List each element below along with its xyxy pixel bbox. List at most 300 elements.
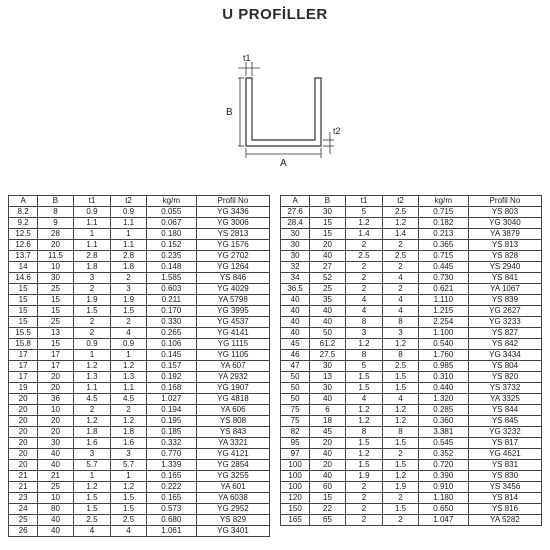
cell-profil-no: YG 1907 [196, 383, 269, 394]
table-row [281, 284, 542, 295]
column-header-kg-m: kg/m [146, 196, 196, 207]
cell-b: 25 [38, 482, 73, 493]
cell-profil-no: YG 1115 [196, 339, 269, 350]
cell-a: 15.8 [9, 339, 38, 350]
cell-profil-no: YA 2932 [196, 372, 269, 383]
cell-profil-no: YS 817 [468, 438, 541, 449]
cell-b: 40 [310, 449, 345, 460]
cell-kg-m: 0.985 [418, 361, 468, 372]
cell-b: 20 [38, 427, 73, 438]
column-header-a: A [281, 196, 310, 207]
cell-t2: 1.4 [383, 229, 418, 240]
cell-a: 40 [281, 295, 310, 306]
cell-kg-m: 0.650 [418, 504, 468, 515]
u-profile-shape [246, 78, 321, 146]
cell-profil-no: YS 845 [468, 416, 541, 427]
cell-b: 20 [38, 383, 73, 394]
cell-t2: 2.5 [383, 207, 418, 218]
cell-kg-m: 0.170 [146, 306, 196, 317]
table-row [9, 273, 270, 284]
table-row [9, 284, 270, 295]
table-row [9, 350, 270, 361]
column-header-profil-no: Profil No [468, 196, 541, 207]
cell-a: 13.7 [9, 251, 38, 262]
table-row [281, 251, 542, 262]
cell-t1: 8 [345, 350, 383, 361]
column-header-t2: t2 [111, 196, 146, 207]
cell-a: 40 [281, 317, 310, 328]
cell-t1: 1.2 [73, 416, 111, 427]
cell-b: 40 [310, 394, 345, 405]
table-row [9, 416, 270, 427]
cell-b: 40 [310, 251, 345, 262]
cell-t1: 1.1 [73, 383, 111, 394]
cell-a: 46 [281, 350, 310, 361]
cell-t2: 1.5 [383, 460, 418, 471]
cell-kg-m: 0.730 [418, 273, 468, 284]
cell-t2: 1.2 [111, 361, 146, 372]
cell-profil-no: YG 4029 [196, 284, 269, 295]
cell-t2: 4.5 [111, 394, 146, 405]
cell-a: 17 [9, 361, 38, 372]
cell-kg-m: 0.352 [418, 449, 468, 460]
cell-b: 15 [310, 229, 345, 240]
cell-t1: 1.5 [345, 460, 383, 471]
cell-kg-m: 0.603 [146, 284, 196, 295]
cell-profil-no: YS 828 [468, 251, 541, 262]
cell-t2: 2 [383, 493, 418, 504]
table-row [281, 339, 542, 350]
cell-profil-no: YG 3040 [468, 218, 541, 229]
cell-kg-m: 0.545 [418, 438, 468, 449]
table-row [9, 361, 270, 372]
cell-t2: 8 [383, 350, 418, 361]
cell-t2: 3 [383, 328, 418, 339]
cell-t1: 2 [73, 317, 111, 328]
cell-t2: 1 [111, 471, 146, 482]
table-row [281, 471, 542, 482]
table-row [281, 240, 542, 251]
table-row [281, 273, 542, 284]
cell-b: 18 [310, 416, 345, 427]
cell-profil-no: YG 1576 [196, 240, 269, 251]
cell-b: 27.5 [310, 350, 345, 361]
cell-kg-m: 1.047 [418, 515, 468, 526]
cell-profil-no: YS 844 [468, 405, 541, 416]
cell-a: 34 [281, 273, 310, 284]
cell-profil-no: YG 3434 [468, 350, 541, 361]
cell-t2: 4 [383, 295, 418, 306]
cell-b: 13 [310, 372, 345, 383]
cell-t2: 1 [111, 350, 146, 361]
cell-kg-m: 0.680 [146, 515, 196, 526]
table-row [281, 504, 542, 515]
cell-t1: 2 [345, 273, 383, 284]
cell-a: 19 [9, 383, 38, 394]
cell-t1: 4 [345, 295, 383, 306]
cell-t1: 1.3 [73, 372, 111, 383]
cell-b: 60 [310, 482, 345, 493]
cell-b: 40 [310, 471, 345, 482]
cell-kg-m: 0.211 [146, 295, 196, 306]
cell-a: 20 [9, 438, 38, 449]
cell-t2: 1.5 [383, 504, 418, 515]
column-header-t1: t1 [73, 196, 111, 207]
cell-a: 8.2 [9, 207, 38, 218]
cell-b: 52 [310, 273, 345, 284]
cell-a: 32 [281, 262, 310, 273]
cell-b: 10 [38, 493, 73, 504]
cell-profil-no: YA 1067 [468, 284, 541, 295]
cell-profil-no: YA 3321 [196, 438, 269, 449]
cell-a: 82 [281, 427, 310, 438]
cell-b: 40 [310, 317, 345, 328]
cell-kg-m: 0.195 [146, 416, 196, 427]
cell-profil-no: YA 607 [196, 361, 269, 372]
table-row [9, 526, 270, 537]
table-row [281, 493, 542, 504]
cell-t1: 1.1 [73, 218, 111, 229]
cell-b: 45 [310, 427, 345, 438]
cell-kg-m: 0.285 [418, 405, 468, 416]
cell-t2: 1.5 [111, 493, 146, 504]
cell-kg-m: 2.254 [418, 317, 468, 328]
cell-kg-m: 0.192 [146, 372, 196, 383]
cell-a: 20 [9, 449, 38, 460]
cell-t2: 1.2 [383, 339, 418, 350]
column-header-kg-m: kg/m [418, 196, 468, 207]
table-row [9, 515, 270, 526]
cell-t1: 1.5 [73, 504, 111, 515]
cell-profil-no: YS 804 [468, 361, 541, 372]
cell-t1: 3 [73, 449, 111, 460]
cell-t2: 2 [111, 317, 146, 328]
cell-profil-no: YS 829 [196, 515, 269, 526]
table-row [9, 438, 270, 449]
table-row [9, 306, 270, 317]
page-title: U PROFİLLER [222, 6, 328, 23]
cell-t1: 3 [73, 273, 111, 284]
cell-kg-m: 1.180 [418, 493, 468, 504]
cell-a: 50 [281, 383, 310, 394]
table-header-row [281, 196, 542, 207]
cell-t1: 1.2 [345, 449, 383, 460]
table-row [9, 328, 270, 339]
cell-kg-m: 0.157 [146, 361, 196, 372]
table-row [281, 460, 542, 471]
cell-t1: 4.5 [73, 394, 111, 405]
cell-a: 15 [9, 295, 38, 306]
cell-a: 15 [9, 317, 38, 328]
cell-profil-no: YG 4818 [196, 394, 269, 405]
cell-t1: 1.2 [345, 339, 383, 350]
cell-b: 25 [38, 284, 73, 295]
profile-table-left [8, 195, 270, 537]
cell-a: 14 [9, 262, 38, 273]
cell-profil-no: YS 830 [468, 471, 541, 482]
cell-kg-m: 0.540 [418, 339, 468, 350]
cell-profil-no: YS 831 [468, 460, 541, 471]
cell-t2: 2 [383, 284, 418, 295]
column-header-a: A [9, 196, 38, 207]
cell-a: 26 [9, 526, 38, 537]
cell-t2: 3 [111, 449, 146, 460]
table-row [281, 438, 542, 449]
cell-profil-no: YA 5798 [196, 295, 269, 306]
cell-t1: 1.2 [345, 218, 383, 229]
cell-kg-m: 0.222 [146, 482, 196, 493]
cell-t2: 2 [383, 449, 418, 460]
cell-t2: 4 [383, 306, 418, 317]
column-header-t2: t2 [383, 196, 418, 207]
cell-kg-m: 0.715 [418, 207, 468, 218]
cell-b: 61.2 [310, 339, 345, 350]
table-row [9, 405, 270, 416]
cell-b: 35 [310, 295, 345, 306]
cell-t2: 0.9 [111, 207, 146, 218]
cell-t2: 2 [111, 405, 146, 416]
table-row [9, 317, 270, 328]
cell-a: 47 [281, 361, 310, 372]
cell-t1: 2 [345, 284, 383, 295]
cell-a: 95 [281, 438, 310, 449]
cell-t2: 1.2 [383, 218, 418, 229]
table-row [281, 383, 542, 394]
cell-b: 25 [310, 284, 345, 295]
table-row [281, 218, 542, 229]
cell-a: 100 [281, 471, 310, 482]
cell-a: 100 [281, 482, 310, 493]
cell-profil-no: YG 1264 [196, 262, 269, 273]
cell-kg-m: 1.100 [418, 328, 468, 339]
cell-a: 50 [281, 394, 310, 405]
cell-profil-no: YS 2940 [468, 262, 541, 273]
cell-t2: 1.9 [111, 295, 146, 306]
cell-profil-no: YS 827 [468, 328, 541, 339]
cell-t2: 1.5 [383, 383, 418, 394]
cell-profil-no: YS 846 [196, 273, 269, 284]
table-row [9, 229, 270, 240]
cell-kg-m: 0.390 [418, 471, 468, 482]
table-row [281, 515, 542, 526]
table-row [281, 427, 542, 438]
cell-profil-no: YG 3401 [196, 526, 269, 537]
cell-a: 9.2 [9, 218, 38, 229]
table-row [9, 240, 270, 251]
table-row [281, 328, 542, 339]
cell-b: 30 [310, 207, 345, 218]
table-row [281, 416, 542, 427]
u-profile-diagram [210, 48, 360, 173]
cell-t1: 1.4 [345, 229, 383, 240]
cell-t2: 2.5 [383, 251, 418, 262]
cell-b: 10 [38, 405, 73, 416]
cell-kg-m: 1.061 [146, 526, 196, 537]
cell-b: 9 [38, 218, 73, 229]
table-row [9, 504, 270, 515]
cell-profil-no: YS 3732 [468, 383, 541, 394]
cell-t2: 1.8 [111, 262, 146, 273]
cell-profil-no: YG 2952 [196, 504, 269, 515]
cell-t1: 4 [73, 526, 111, 537]
cell-t1: 1 [73, 229, 111, 240]
column-header-b: B [38, 196, 73, 207]
cell-a: 20 [9, 405, 38, 416]
cell-b: 6 [310, 405, 345, 416]
cell-b: 20 [310, 240, 345, 251]
table-row [9, 482, 270, 493]
cell-t1: 2.8 [73, 251, 111, 262]
cell-kg-m: 1.215 [418, 306, 468, 317]
cell-profil-no: YA 3325 [468, 394, 541, 405]
cell-profil-no: YA 3879 [468, 229, 541, 240]
cell-a: 30 [281, 240, 310, 251]
table-row [9, 449, 270, 460]
cell-a: 17 [9, 350, 38, 361]
cell-a: 14.6 [9, 273, 38, 284]
cell-kg-m: 0.440 [418, 383, 468, 394]
t1-label: t1 [243, 53, 251, 63]
cell-profil-no: YG 2854 [196, 460, 269, 471]
cell-profil-no: YS 820 [468, 372, 541, 383]
cell-t2: 1.6 [111, 438, 146, 449]
cell-b: 17 [38, 361, 73, 372]
cell-profil-no: YG 1105 [196, 350, 269, 361]
cell-t1: 1 [73, 350, 111, 361]
cell-a: 12.5 [9, 229, 38, 240]
column-header-t1: t1 [345, 196, 383, 207]
table-row [9, 262, 270, 273]
cell-a: 23 [9, 493, 38, 504]
cell-kg-m: 0.715 [418, 251, 468, 262]
cell-profil-no: YA 601 [196, 482, 269, 493]
cell-t1: 1.2 [345, 405, 383, 416]
cell-kg-m: 1.110 [418, 295, 468, 306]
cell-a: 36.5 [281, 284, 310, 295]
cell-b: 50 [310, 328, 345, 339]
cell-b: 11.5 [38, 251, 73, 262]
cell-kg-m: 0.185 [146, 427, 196, 438]
cell-t1: 4 [345, 394, 383, 405]
cell-t1: 2 [345, 493, 383, 504]
cell-t1: 2 [345, 240, 383, 251]
cell-kg-m: 0.621 [418, 284, 468, 295]
cell-b: 17 [38, 350, 73, 361]
cell-t1: 2 [345, 515, 383, 526]
cell-a: 45 [281, 339, 310, 350]
cell-t2: 1.9 [383, 482, 418, 493]
cell-t2: 1.2 [383, 471, 418, 482]
cell-profil-no: YS 816 [468, 504, 541, 515]
cell-b: 30 [310, 383, 345, 394]
cell-t1: 1.1 [73, 240, 111, 251]
cell-a: 75 [281, 405, 310, 416]
cell-profil-no: YA 5282 [468, 515, 541, 526]
cell-profil-no: YG 3006 [196, 218, 269, 229]
cell-t1: 1.9 [345, 471, 383, 482]
a-label: A [280, 158, 287, 169]
cell-t1: 5 [345, 207, 383, 218]
cell-profil-no: YS 813 [468, 240, 541, 251]
cell-b: 40 [38, 515, 73, 526]
cell-kg-m: 1.027 [146, 394, 196, 405]
cell-b: 15 [38, 306, 73, 317]
cell-a: 50 [281, 372, 310, 383]
cell-b: 20 [38, 416, 73, 427]
cell-a: 97 [281, 449, 310, 460]
cell-t2: 1.5 [111, 306, 146, 317]
cell-b: 10 [38, 262, 73, 273]
cell-b: 30 [38, 438, 73, 449]
cell-t2: 4 [383, 394, 418, 405]
cell-b: 21 [38, 471, 73, 482]
table-row [9, 339, 270, 350]
cell-kg-m: 0.106 [146, 339, 196, 350]
cell-profil-no: YA 606 [196, 405, 269, 416]
cell-t1: 1.8 [73, 262, 111, 273]
cell-a: 20 [9, 416, 38, 427]
cell-t1: 1.2 [73, 361, 111, 372]
table-body-left [9, 207, 270, 537]
cell-profil-no: YG 3255 [196, 471, 269, 482]
cell-t1: 5 [345, 361, 383, 372]
cell-a: 17 [9, 372, 38, 383]
cell-t1: 1 [73, 471, 111, 482]
cell-kg-m: 1.760 [418, 350, 468, 361]
cell-t1: 0.9 [73, 207, 111, 218]
cell-a: 40 [281, 328, 310, 339]
cell-t1: 2.5 [73, 515, 111, 526]
table-row [9, 207, 270, 218]
cell-t2: 1 [111, 229, 146, 240]
cell-a: 12.6 [9, 240, 38, 251]
cell-b: 40 [38, 449, 73, 460]
cell-t2: 2 [383, 262, 418, 273]
table-row [9, 372, 270, 383]
table-body-right [281, 207, 542, 526]
cell-kg-m: 3.381 [418, 427, 468, 438]
cell-t2: 1.5 [111, 504, 146, 515]
cell-kg-m: 0.145 [146, 350, 196, 361]
cell-kg-m: 0.180 [146, 229, 196, 240]
cell-profil-no: YG 3233 [468, 317, 541, 328]
cell-t1: 1.5 [73, 306, 111, 317]
cell-t2: 1.1 [111, 240, 146, 251]
b-dimension [238, 78, 244, 146]
cell-profil-no: YG 2702 [196, 251, 269, 262]
table-row [281, 449, 542, 460]
table-row [281, 482, 542, 493]
cell-kg-m: 1.339 [146, 460, 196, 471]
cell-t1: 1.8 [73, 427, 111, 438]
cell-kg-m: 0.910 [418, 482, 468, 493]
table-row [281, 262, 542, 273]
table-row [9, 427, 270, 438]
cell-t1: 1.5 [345, 372, 383, 383]
column-header-profil-no: Profil No [196, 196, 269, 207]
cell-kg-m: 0.067 [146, 218, 196, 229]
cell-profil-no: YS 808 [196, 416, 269, 427]
cell-kg-m: 0.182 [418, 218, 468, 229]
cell-t1: 2 [345, 482, 383, 493]
cell-profil-no: YS 841 [468, 273, 541, 284]
cell-a: 150 [281, 504, 310, 515]
cell-a: 75 [281, 416, 310, 427]
table-row [9, 218, 270, 229]
cell-t1: 5.7 [73, 460, 111, 471]
cell-t2: 3 [111, 284, 146, 295]
cell-profil-no: YG 3436 [196, 207, 269, 218]
